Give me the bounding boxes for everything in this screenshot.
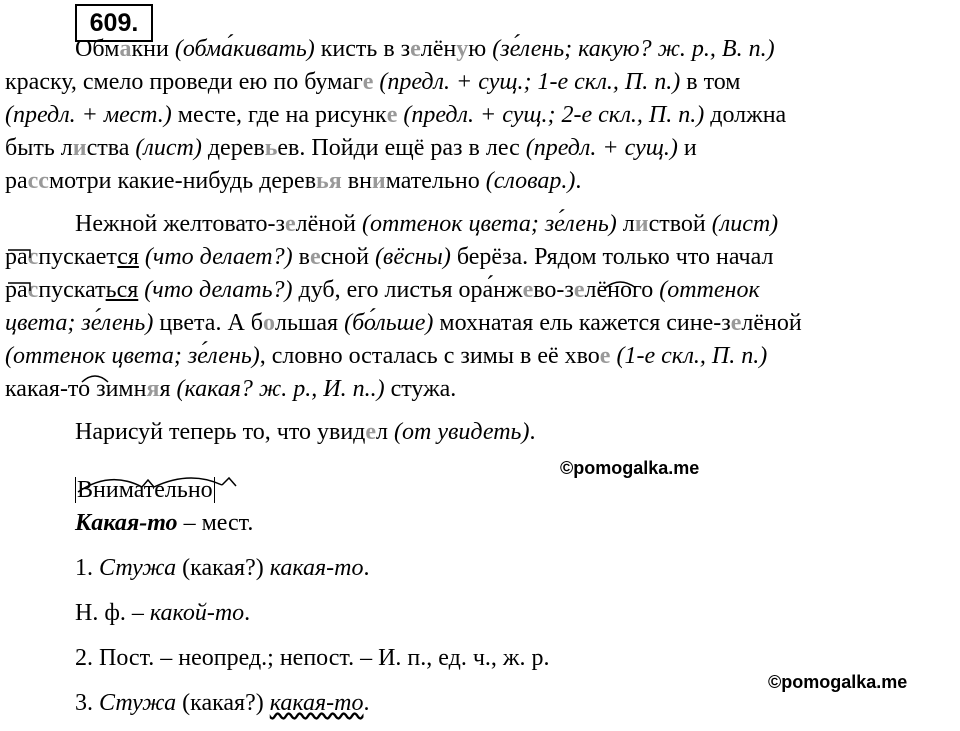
text-run: дуб, его листья ора́нж xyxy=(292,277,523,303)
text-run: лёной xyxy=(741,310,802,336)
italic-note: Стужа xyxy=(99,555,177,581)
italic-note: (словар.) xyxy=(485,168,576,194)
text-line xyxy=(75,419,960,446)
italic-note: (от увидеть) xyxy=(394,419,530,445)
text-run: в том xyxy=(680,69,741,95)
italic-note: (оттенок цвета; зе́лень) xyxy=(362,211,617,237)
italic-note: (оттенок цвета; зе́лень) xyxy=(5,343,260,369)
text-run: 2. Пост. – неопред.; непост. – И. п., ед. ч., ж. р. xyxy=(75,645,550,671)
text-run: (какая?) xyxy=(176,690,270,716)
text-run: . xyxy=(363,555,370,581)
text-run: мательно xyxy=(385,168,486,194)
text-line xyxy=(5,69,960,96)
italic-note: (предл. + сущ.; 2-е скл., П. п.) xyxy=(403,102,705,128)
highlighted-letter: е xyxy=(386,102,398,128)
text-run: месте, где на рисунк xyxy=(171,102,387,128)
highlighted-letter: о xyxy=(263,310,275,336)
italic-note: (1-е скл., П. п.) xyxy=(616,343,768,369)
text-run: ра xyxy=(5,277,28,303)
text-line xyxy=(5,343,960,370)
highlighted-letter: е xyxy=(365,419,377,445)
text-run: ься xyxy=(105,277,139,303)
text-run: ся xyxy=(117,244,139,270)
text-run: лёного xyxy=(584,277,660,303)
text-run: ства xyxy=(86,135,136,161)
highlighted-letter: и xyxy=(371,168,386,194)
text-run: берёза. Рядом только что начал xyxy=(450,244,774,270)
italic-note: (что делает?) xyxy=(144,244,293,270)
italic-note: (вёсны) xyxy=(374,244,451,270)
text-run: . xyxy=(244,600,251,626)
text-run: лён xyxy=(420,36,457,62)
highlighted-letter: а xyxy=(119,36,132,62)
text-run: ствой xyxy=(648,211,712,237)
text-run: мотри какие-нибудь дерев xyxy=(48,168,317,194)
highlighted-letter: ь xyxy=(264,135,278,161)
text-run: краску, смело проведи ею по бумаг xyxy=(5,69,363,95)
highlighted-letter: с xyxy=(27,277,39,303)
text-run: быть л xyxy=(5,135,73,161)
text-run: в xyxy=(292,244,310,270)
italic-note: (предл. + сущ.; 1-е скл., П. п.) xyxy=(379,69,681,95)
text-run: кни xyxy=(131,36,175,62)
highlighted-letter: е xyxy=(362,69,374,95)
text-run: ра xyxy=(5,244,28,270)
text-run: – мест. xyxy=(177,510,254,536)
text-run: Обм xyxy=(75,36,120,62)
highlighted-letter: е xyxy=(730,310,742,336)
text-line xyxy=(5,376,960,403)
italic-note: (предл. + сущ.) xyxy=(525,135,678,161)
text-run: . xyxy=(363,690,370,716)
text-line xyxy=(75,36,960,63)
text-run: сной xyxy=(320,244,375,270)
watermark: ©pomogalka.me xyxy=(560,458,700,478)
text-run: пускает xyxy=(38,244,118,270)
italic-note: Стужа xyxy=(99,690,177,716)
text-run: , словно осталась с зимы в её хво xyxy=(259,343,600,369)
text-run: и xyxy=(677,135,697,161)
text-run: пускат xyxy=(38,277,106,303)
highlighted-letter: я xyxy=(146,376,160,402)
text-run: кисть в з xyxy=(314,36,411,62)
highlighted-letter: с xyxy=(27,244,39,270)
text-run: во-з xyxy=(533,277,574,303)
italic-note: какой-то xyxy=(149,600,245,626)
text-run: цвета. А б xyxy=(153,310,263,336)
text-line xyxy=(5,135,960,162)
text-run: . xyxy=(575,168,582,194)
watermark: ©pomogalka.me xyxy=(768,672,908,692)
highlighted-letter: сс xyxy=(27,168,49,194)
text-line xyxy=(75,555,960,582)
text-run: какая-то зимн xyxy=(5,376,147,402)
italic-note: (бо́льше) xyxy=(344,310,434,336)
text-run: ев. Пойди ещё раз в лес xyxy=(277,135,526,161)
highlighted-letter: какая-то xyxy=(269,690,364,716)
text-run: л xyxy=(376,419,395,445)
text-run: лёной xyxy=(295,211,362,237)
highlighted-letter: е xyxy=(309,244,321,270)
text-line xyxy=(5,277,960,304)
text-run: . xyxy=(529,419,536,445)
italic-note: цвета; зе́лень) xyxy=(5,310,154,336)
italic-note: (предл. + мест.) xyxy=(5,102,172,128)
text-run: ю xyxy=(468,36,493,62)
exercise-number: 609. xyxy=(75,4,153,42)
text-run: Нежной желтовато-з xyxy=(75,211,286,237)
text-line xyxy=(75,690,960,717)
italic-note: (какая? ж. р., И. п..) xyxy=(176,376,385,402)
highlighted-letter: е xyxy=(285,211,296,237)
text-run: 1. xyxy=(75,555,99,581)
text-run: я xyxy=(159,376,177,402)
text-run: Нарисуй теперь то, что увид xyxy=(75,419,366,445)
highlighted-letter: е xyxy=(599,343,611,369)
highlighted-letter: е xyxy=(410,36,421,62)
text-run: должна xyxy=(704,102,787,128)
italic-note: (лист) xyxy=(135,135,202,161)
text-run: л xyxy=(616,211,635,237)
highlighted-letter: и xyxy=(72,135,87,161)
text-run: вн xyxy=(341,168,372,194)
italic-note: (что делать?) xyxy=(144,277,293,303)
text-run: (какая?) xyxy=(176,555,270,581)
italic-note: (зе́лень; какую? ж. р., В. п.) xyxy=(492,36,775,62)
highlighted-letter: е xyxy=(522,277,534,303)
italic-note: (лист) xyxy=(711,211,779,237)
text-run: дерев xyxy=(201,135,265,161)
text-run: ра xyxy=(5,168,28,194)
text-line xyxy=(5,102,960,129)
text-line xyxy=(75,645,960,672)
morpheme-boxed-word: Внимательно xyxy=(77,477,213,503)
text-run: льшая xyxy=(275,310,345,336)
italic-note: (оттенок xyxy=(659,277,760,303)
highlighted-letter: у xyxy=(456,36,469,62)
highlighted-letter: е xyxy=(573,277,585,303)
text-run: 3. xyxy=(75,690,99,716)
text-run: мохнатая ель кажется сине-з xyxy=(433,310,731,336)
text-line xyxy=(75,600,960,627)
text-run: Н. ф. – xyxy=(75,600,150,626)
text-line xyxy=(5,168,960,195)
italic-note: Какая-то xyxy=(75,510,178,536)
italic-note: какая-то xyxy=(269,555,364,581)
italic-note: (обма́кивать) xyxy=(174,36,315,62)
highlighted-letter: и xyxy=(634,211,649,237)
text-line xyxy=(75,510,960,537)
highlighted-letter: ья xyxy=(316,168,342,194)
text-run: стужа. xyxy=(384,376,457,402)
text-line xyxy=(5,310,960,337)
text-line xyxy=(75,211,960,238)
text-line xyxy=(5,244,960,271)
